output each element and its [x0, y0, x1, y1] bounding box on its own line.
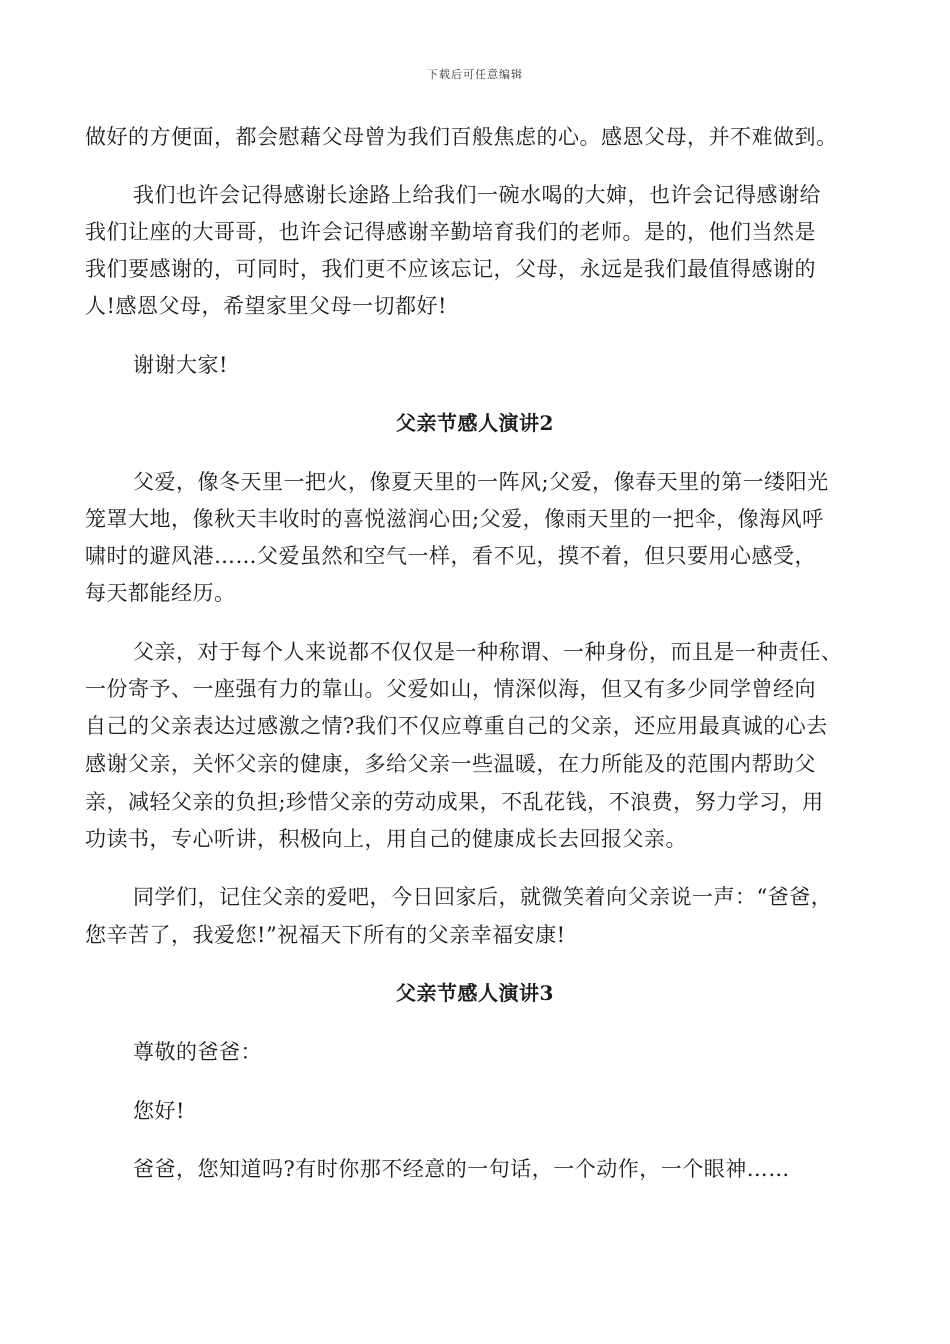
section-title: 父亲节感人演讲3: [396, 981, 554, 1005]
paragraph-line: 我们要感谢的，可同时，我们更不应该忘记，父母，永远是我们最值得感谢的: [85, 257, 816, 281]
paragraph-line: 人!感恩父母，希望家里父母一切都好!: [85, 294, 447, 318]
page-header: 下载后可任意编辑: [427, 68, 523, 81]
section-title: 父亲节感人演讲2: [396, 411, 554, 435]
paragraph-line: 爸爸，您知道吗?有时你那不经意的一句话，一个动作，一个眼神……: [133, 1157, 790, 1181]
paragraph-line: 同学们，记住父亲的爱吧，今日回家后，就微笑着向父亲说一声：“爸爸，: [133, 885, 833, 909]
paragraph-line: 功读书，专心听讲，积极向上，用自己的健康成长去回报父亲。: [85, 827, 687, 851]
paragraph-line: 您好!: [133, 1099, 185, 1123]
paragraph-line: 我们也许会记得感谢长途路上给我们一碗水喝的大婶，也许会记得感谢给: [133, 183, 821, 207]
paragraph-line: 啸时的避风港……父爱虽然和空气一样，看不见，摸不着，但只要用心感受，: [85, 544, 816, 568]
paragraph-line: 做好的方便面，都会慰藉父母曾为我们百般焦虑的心。感恩父母，并不难做到。: [85, 125, 838, 149]
paragraph-line: 亲，减轻父亲的负担;珍惜父亲的劳动成果，不乱花钱，不浪费，努力学习，用: [85, 790, 824, 814]
paragraph-line: 您辛苦了，我爱您!”祝福天下所有的父亲幸福安康!: [85, 923, 566, 947]
paragraph-line: 尊敬的爸爸：: [133, 1040, 262, 1064]
paragraph-line: 父爱，像冬天里一把火，像夏天里的一阵风;父爱，像春天里的第一缕阳光: [133, 470, 829, 494]
paragraph-line: 每天都能经历。: [85, 581, 236, 605]
paragraph-line: 感谢父亲，关怀父亲的健康，多给父亲一些温暖，在力所能及的范围内帮助父: [85, 752, 816, 776]
paragraph-line: 笼罩大地，像秋天丰收时的喜悦滋润心田;父爱，像雨天里的一把伞，像海风呼: [85, 507, 824, 531]
paragraph-line: 我们让座的大哥哥，也许会记得感谢辛勤培育我们的老师。是的，他们当然是: [85, 220, 816, 244]
paragraph-line: 一份寄予、一座强有力的靠山。父爱如山，情深似海，但又有多少同学曾经向: [85, 677, 816, 701]
paragraph-line: 自己的父亲表达过感激之情?我们不仅应尊重自己的父亲，还应用最真诚的心去: [85, 714, 828, 738]
paragraph-line: 谢谢大家!: [133, 353, 228, 377]
paragraph-line: 父亲，对于每个人来说都不仅仅是一种称谓、一种身份，而且是一种责任、: [133, 640, 843, 664]
